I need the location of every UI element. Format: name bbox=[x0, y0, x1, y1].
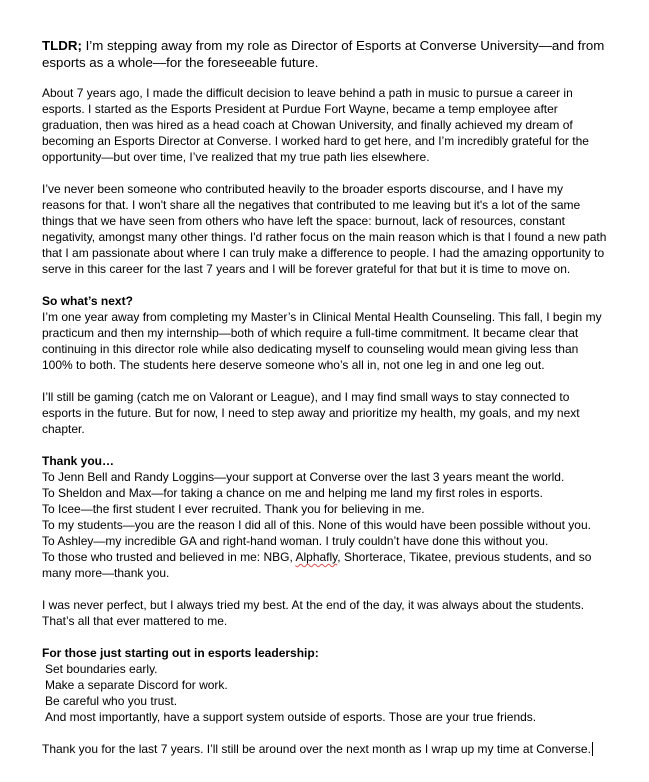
thank-you-line: To Sheldon and Max—for taking a chance on me and helping me land my first roles in esports. bbox=[42, 486, 543, 500]
thank-you-line-last bbox=[42, 549, 608, 581]
text-cursor[interactable] bbox=[592, 742, 593, 756]
advice-heading: For those just starting out in esports leadership: bbox=[42, 646, 319, 660]
thank-you-line: To Ashley—my incredible GA and right-hand woman. I truly couldn’t have done this without you. bbox=[42, 534, 549, 548]
final-line-text: Thank you for the last 7 years. I’ll still be around over the next month as I wrap up my time at Converse. bbox=[42, 742, 591, 756]
intro-paragraph-2: I’ve never been someone who contributed heavily to the broader esports discourse, and I have my reasons for that. I won't share all the negatives that contributed to me leaving but it's a lot of the same things that we have seen from others who have left the space: burnout, lack of resources, constant negativity, amongst many other things. I'd rather focus on the main reason which is that I found a new path that I am passionate about where I can truly make a difference to people. I had the amazing opportunity to serve in this career for the last 7 years and I will be forever grateful for that but it is time to move on. bbox=[42, 182, 607, 276]
advice-item: Make a separate Discord for work. bbox=[45, 678, 228, 692]
advice-item: Set boundaries early. bbox=[45, 662, 158, 676]
final-line bbox=[42, 741, 608, 757]
advice-item: Be careful who you trust. bbox=[45, 694, 178, 708]
advice-list bbox=[42, 661, 608, 725]
tldr-text: I’m stepping away from my role as Director of Esports at Converse University—and from esports as a whole—for the foreseeable future. bbox=[42, 38, 605, 70]
thank-you-line: To my students—you are the reason I did all of this. None of this would have been possible without you. bbox=[42, 518, 591, 532]
document-body[interactable] bbox=[42, 37, 608, 757]
advice-item: And most importantly, have a support system outside of esports. Those are your true friends. bbox=[45, 710, 537, 724]
whats-next-heading: So what’s next? bbox=[42, 294, 133, 308]
tldr-summary bbox=[42, 37, 608, 71]
thank-you-line: To Jenn Bell and Randy Loggins—your support at Converse over the last 3 years meant the world. bbox=[42, 470, 565, 484]
intro-paragraph-1: About 7 years ago, I made the difficult decision to leave behind a path in music to pursue a career in esports. I started as the Esports President at Purdue Fort Wayne, became a temp employee after graduation, then was hired as a head coach at Chowan University, and finally achieved my dream of becoming an Esports Director at Converse. I worked hard to get here, and I’m incredibly grateful for the opportunity—but over time, I’ve realized that my true path lies elsewhere. bbox=[42, 86, 589, 164]
thank-you-last-before: To those who trusted and believed in me: NBG, bbox=[42, 550, 296, 564]
whats-next-paragraph-2: I’ll still be gaming (catch me on Valorant or League), and I may find small ways to stay connected to esports in the future. But for now, I need to step away and prioritize my health, my goals, and my next chapter. bbox=[42, 390, 580, 436]
thank-you-list bbox=[42, 469, 608, 581]
closing-paragraph: I was never perfect, but I always tried my best. At the end of the day, it was always about the students. That’s all that ever mattered to me. bbox=[42, 598, 585, 628]
tldr-label: TLDR; bbox=[42, 38, 82, 53]
thank-you-line: To Icee—the first student I ever recruited. Thank you for believing in me. bbox=[42, 502, 425, 516]
spellcheck-flagged-word[interactable]: Alphafly bbox=[295, 550, 338, 564]
thank-you-last-after: , Shorterace, Tikatee, previous students, and so many more—thank you. bbox=[42, 550, 592, 580]
whats-next-paragraph-1: I’m one year away from completing my Master’s in Clinical Mental Health Counseling. This fall, I begin my practicum and then my internship—both of which require a full-time commitment. It became clear that continuing in this director role while also dedicating myself to counseling would mean giving less than 100% to both. The students here deserve someone who’s all in, not one leg in and one leg out. bbox=[42, 310, 602, 372]
thank-you-heading: Thank you… bbox=[42, 454, 115, 468]
